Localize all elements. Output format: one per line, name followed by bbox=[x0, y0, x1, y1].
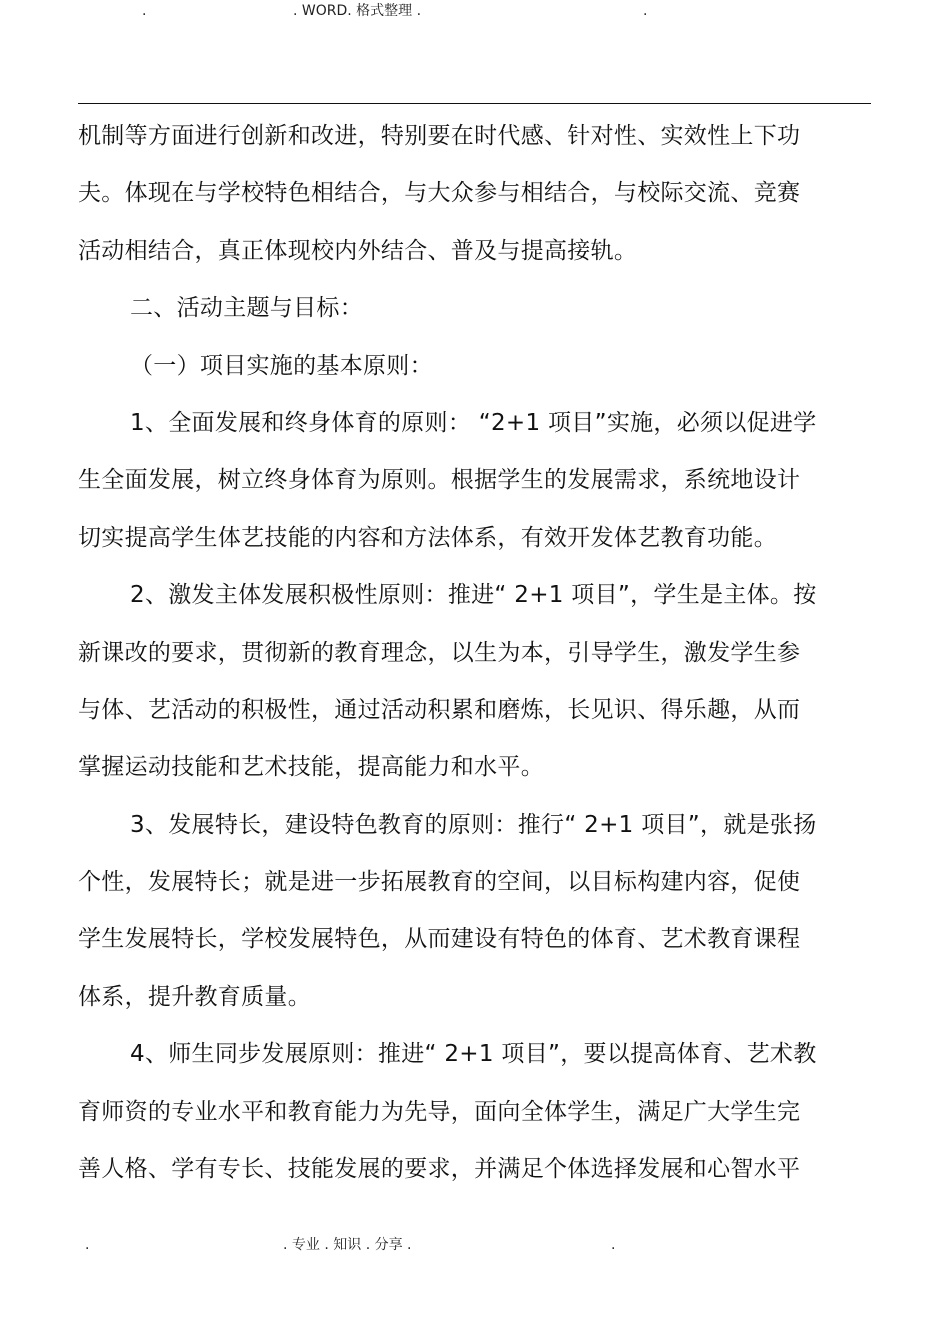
body-line: 机制等方面进行创新和改进，特别要在时代感、针对性、实效性上下功 bbox=[78, 123, 801, 149]
footer-text: . 专业 . 知识 . 分享 . bbox=[283, 1237, 412, 1253]
principle-2-line: 2、激发主体发展积极性原则：推进“ 2+1 项目”，学生是主体。按 bbox=[130, 582, 817, 609]
body-line: 个性，发展特长；就是进一步拓展教育的空间，以目标构建内容，促使 bbox=[78, 869, 801, 896]
header-divider bbox=[78, 103, 871, 104]
principle-1-line: 1、全面发展和终身体育的原则： “2+1 项目”实施，必须以促进学 bbox=[130, 409, 817, 436]
body-line: 体系，提升教育质量。 bbox=[78, 983, 311, 1010]
body-line: 掌握运动技能和艺术技能，提高能力和水平。 bbox=[78, 754, 544, 781]
header-title: . WORD. 格式整理 . bbox=[293, 3, 422, 19]
footer-right-dot: . bbox=[611, 1237, 616, 1253]
section-heading: 二、活动主题与目标： bbox=[130, 295, 363, 322]
body-line: 生全面发展，树立终身体育为原则。根据学生的发展需求，系统地设计 bbox=[78, 467, 801, 494]
body-line: 育师资的专业水平和教育能力为先导，面向全体学生，满足广大学生完 bbox=[78, 1098, 801, 1125]
body-line: 活动相结合，真正体现校内外结合、普及与提高接轨。 bbox=[78, 237, 638, 264]
header-left-dot: . bbox=[142, 3, 147, 19]
body-line: 夫。体现在与学校特色相结合，与大众参与相结合，与校际交流、竞赛 bbox=[78, 180, 801, 207]
body-line: 切实提高学生体艺技能的内容和方法体系，有效开发体艺教育功能。 bbox=[78, 524, 777, 551]
header-right-dot: . bbox=[643, 3, 648, 19]
body-line: 善人格、学有专长、技能发展的要求，并满足个体选择发展和心智水平 bbox=[78, 1156, 801, 1183]
body-line: 学生发展特长，学校发展特色，从而建设有特色的体育、艺术教育课程 bbox=[78, 926, 801, 953]
page-header bbox=[78, 78, 871, 104]
body-line: 新课改的要求，贯彻新的教育理念，以生为本，引导学生，激发学生参 bbox=[78, 639, 801, 666]
subsection-heading: （一）项目实施的基本原则： bbox=[130, 352, 433, 379]
footer-left-dot: . bbox=[85, 1237, 90, 1253]
principle-4-line: 4、师生同步发展原则：推进“ 2+1 项目”，要以提高体育、艺术教 bbox=[130, 1041, 817, 1068]
document-body bbox=[78, 108, 871, 1198]
body-line: 与体、艺活动的积极性，通过活动积累和磨炼，长见识、得乐趣，从而 bbox=[78, 696, 801, 723]
principle-3-line: 3、发展特长，建设特色教育的原则：推行“ 2+1 项目”，就是张扬 bbox=[130, 811, 817, 838]
